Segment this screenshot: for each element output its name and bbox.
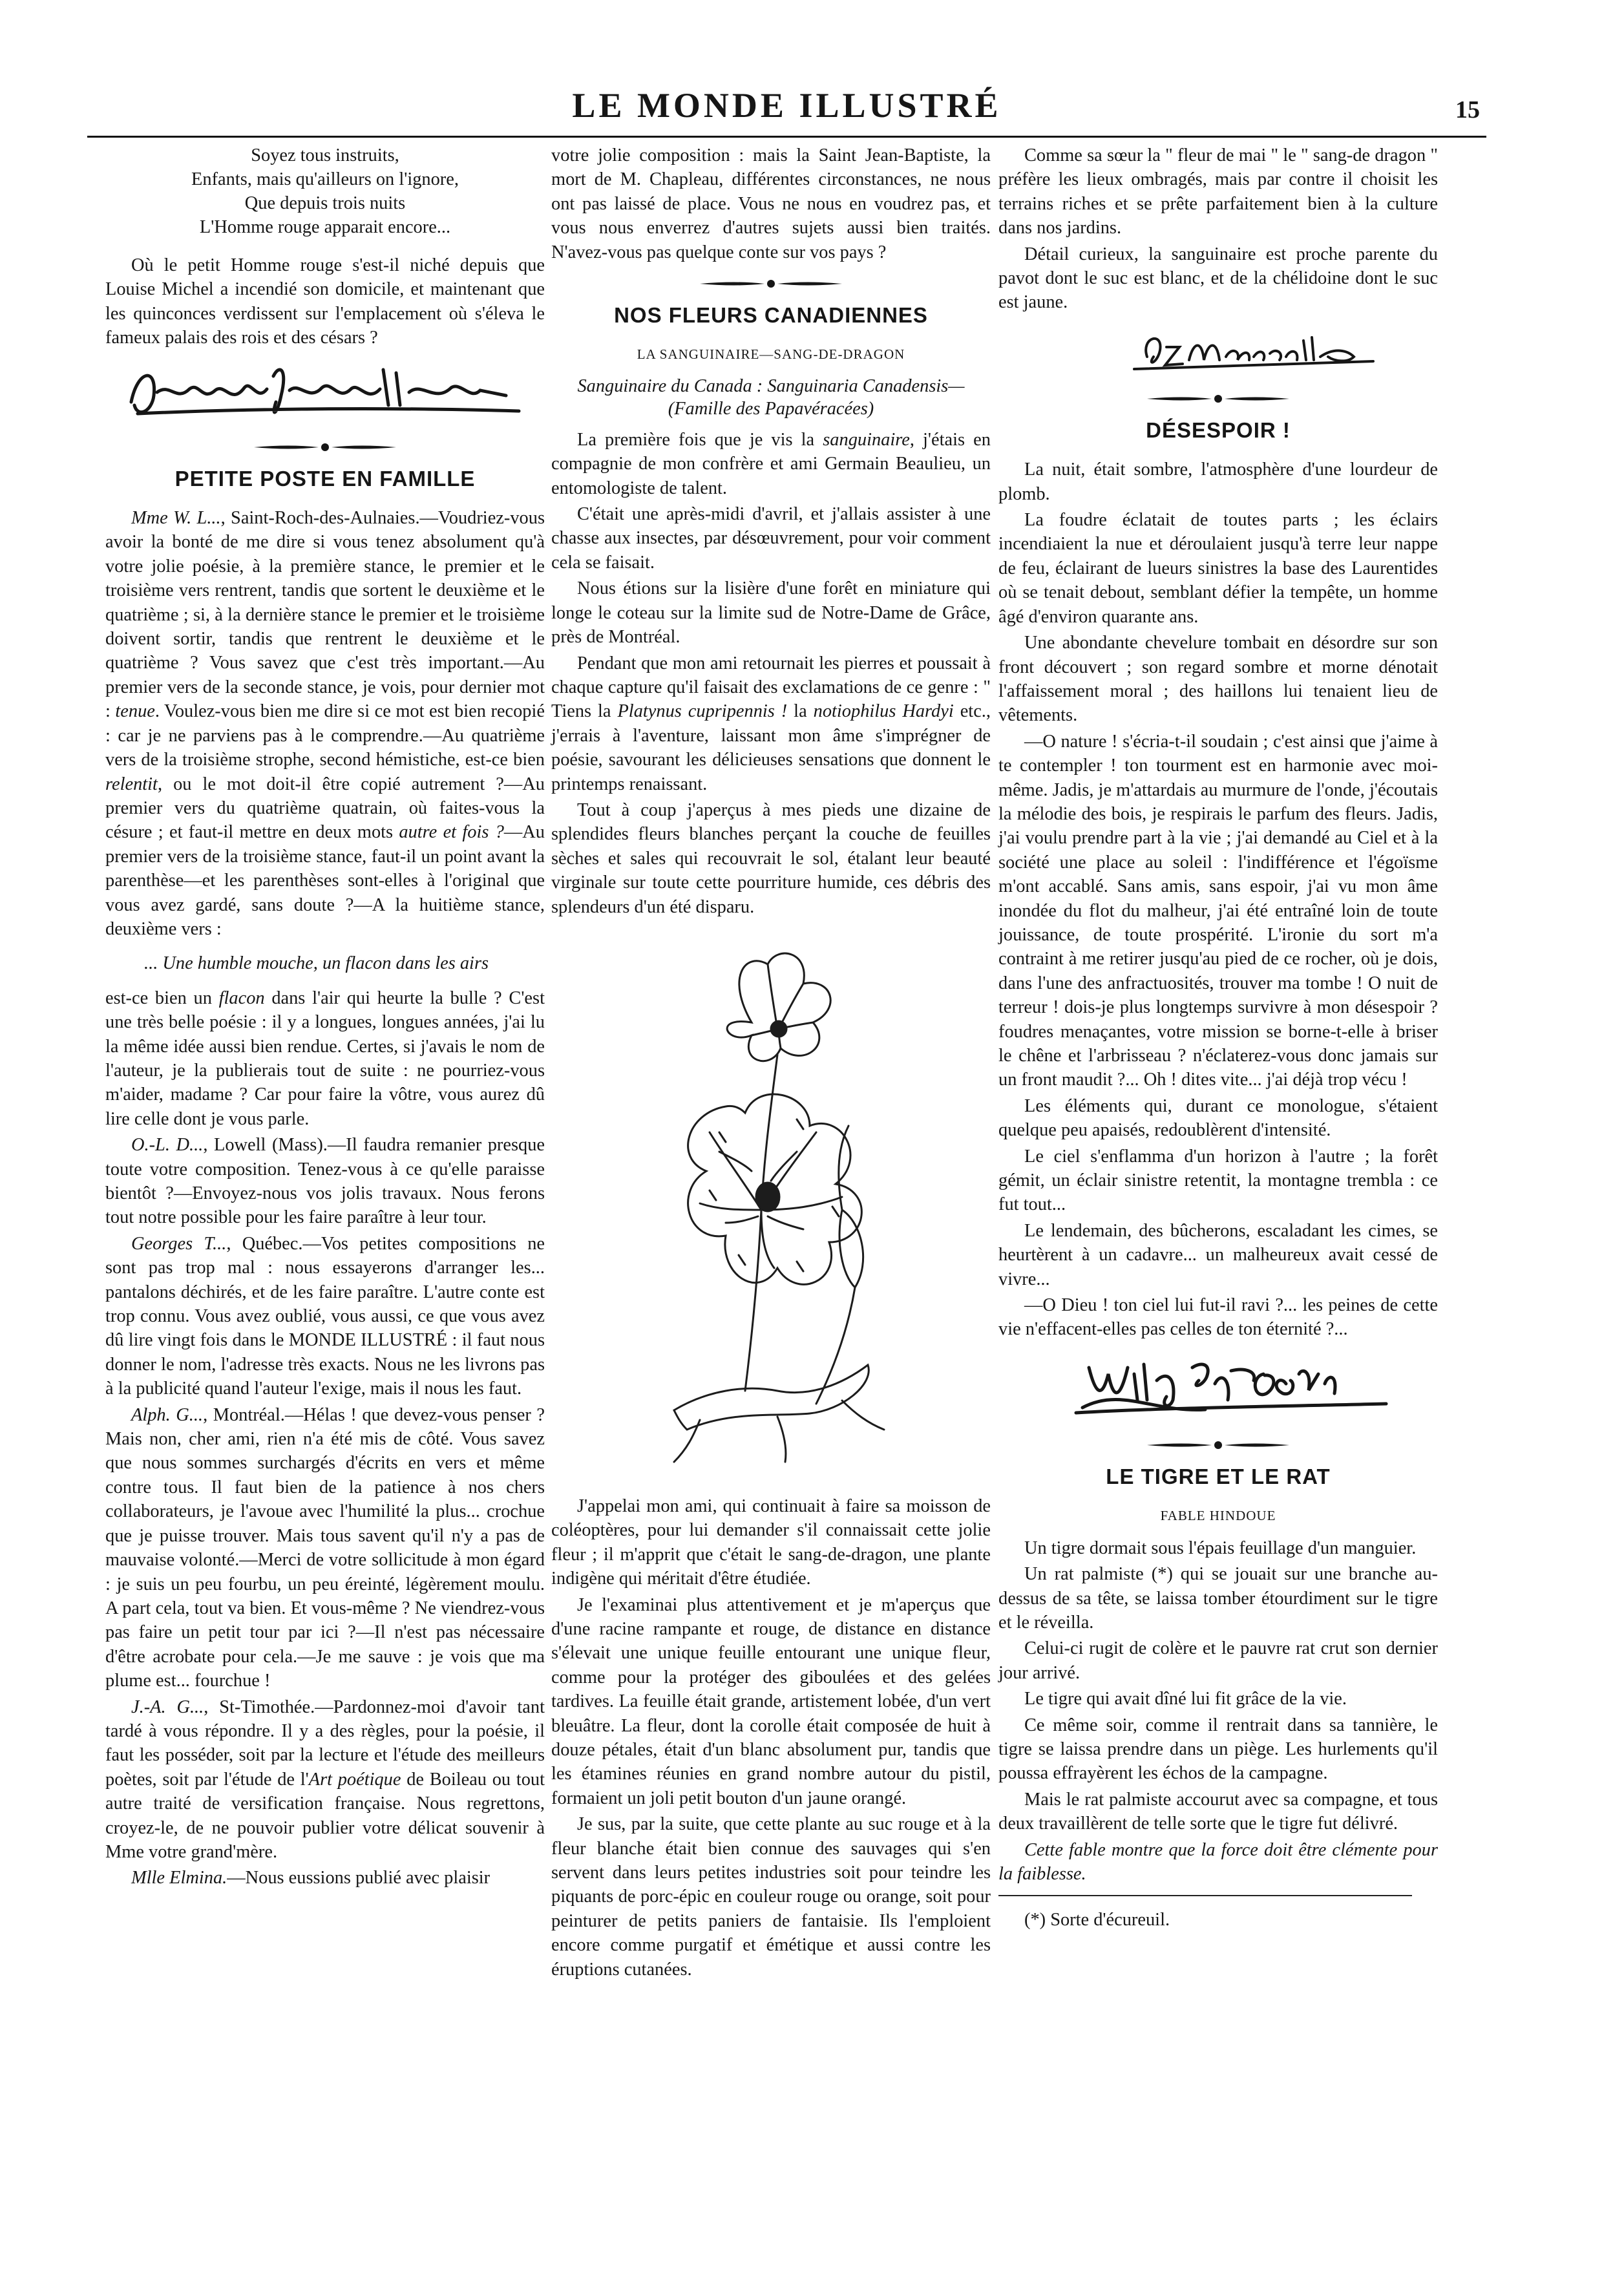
page-number: 15 <box>1455 96 1480 123</box>
article-subtitle: Sanguinaire du Canada : Sanguinaria Canadensis— (Famille des Papavéracées) <box>577 375 965 419</box>
paragraph-georges: Georges T..., Québec.—Vos petites compositions ne sont pas trop mal : nous essayerons d'arranger les... pantalons déchirés, et de les faire paraître. L'autre conte est trop connu. Vous avez oublié, vous aussi, ce que vous avez dû lire vingt fois dans le MONDE ILLUSTRÉ : il faut nous donner le nom, l'adresse très exacts. Nous ne les livrons pas à la publicité quand l'auteur l'exige, mais il nous les faut. <box>105 1233 545 1399</box>
paragraph-tigre-5: Ce même soir, comme il rentrait dans sa tannière, le tigre se laissa prendre dans un piège. Les hurlements qu'il poussa effrayèrent les échos de la campagne. <box>998 1715 1438 1784</box>
intro-paragraph: Où le petit Homme rouge s'est-il niché depuis que Louise Michel a incendié son domicile, et maintenant que les quinconces verdissent sur l'emplacement où s'éleva le fameux palais des rois et des césars ? <box>105 255 545 348</box>
paragraph-mme-wl: Mme W. L..., Saint-Roch-des-Aulnaies.—Voudriez-vous avoir la bonté de me dire si vous tenez absolument qu'à votre jolie poésie, à la première stance, le premier et le troisième vers rentrent, tandis que sortent le deuxième et le quatrième ; si, à la dernière stance le premier et le troisième doivent sortir, tandis que rentrent le deuxième et le quatrième ? Vous savez que c'est très important.—Au premier vers de la seconde stance, je vois, pour dernier mot : tenue. Voulez-vous bien me dire si ce mot est bien recopié : car je ne parviens pas à le comprendre.—Au quatrième vers de la troisième strophe, second hémistiche, est-ce bien relentit, ou le mot doit-il être copié autrement ?—Au premier vers du quatrième quatrain, où faites-vous la césure ; et faut-il mettre en deux mots autre et fois ?—Au premier vers de la troisième stance, faut-il un point avant la parenthèse—et les parenthèses sont-elles à l'original que vous avez gardé, sans doute ?—A la huitième stance, deuxième vers : <box>105 508 545 939</box>
paragraph-sanguinaire-8: Je sus, par la suite, que cette plante au suc rouge et à la fleur blanche était bien connue des sauvages qui s'en servent dans leurs petites industries soit pour teindre les piquants de porc-épic en couleur rouge ou orange, soit pour peinturer de petits paniers de fantaisie. Ils l'emploient encore comme purgatif et émétique et aussi contre les éruptions cutanées. <box>551 1814 991 1980</box>
paragraph-desespoir-8: —O Dieu ! ton ciel lui fut-il ravi ?... les peines de cette vie n'effacent-elles pas celles de ton éternité ?... <box>998 1295 1438 1340</box>
verse-line: L'Homme rouge apparait encore... <box>199 217 451 237</box>
paragraph-desespoir-6: Le ciel s'enflamma d'un horizon à l'autre ; la forêt gémit, un éclair sinistre retentit, la montagne trembla : ce fut tout... <box>998 1146 1438 1215</box>
paragraph-desespoir-4: —O nature ! s'écria-t-il soudain ; c'est ainsi que j'aime à te contempler ! ton tourment est en harmonie avec moi-même. Jadis, je m'attardais au murmure de l'onde, j'écoutais la mélodie des bois, je respirais le parfum des fleurs. Jadis, j'ai voulu prendre part à la vie ; j'ai demandé au Ciel et à la société une place au soleil : l'indifférence et l'égoïsme m'ont accablé. Sans amis, sans espoir, j'ai vu mon âme inondée du flot du malheur, j'ai été entraîné loin de toute jouissance, de toute prospérité. L'ironie du sort m'a contraint à me retirer jusqu'au pied de ce rocher, où je dois, dans l'une des anfractuosités, trouver ma tombe ! O nuit de terreur ! dois-je plus longtemps survivre à mon désespoir ? foudres menaçantes, votre mission se borne-t-elle à briser le chêne et l'arbrisseau ? n'éclaterez-vous donc jamais sur un front maudit ?... Oh ! dites vite... j'ai déjà trop vécu ! <box>998 731 1438 1090</box>
masthead-title: LE MONDE ILLUSTRÉ <box>572 86 1002 125</box>
section-ornament <box>1147 394 1289 404</box>
verse-line: Enfants, mais qu'ailleurs on l'ignore, <box>191 169 459 189</box>
section-ornament <box>254 442 396 452</box>
paragraph-tigre-1: Un tigre dormait sous l'épais feuillage d'un manguier. <box>1024 1538 1417 1558</box>
column-3 <box>998 143 1438 1934</box>
paragraph-tigre-3: Celui-ci rugit de colère et le pauvre rat crut son dernier jour arrivé. <box>998 1638 1438 1683</box>
paragraph-flacon: est-ce bien un flacon dans l'air qui heurte la bulle ? C'est une très belle poésie : il y a longues, longues années, j'ai lu la même idée aussi bien rendue. Certes, si j'avais le nom de l'auteur, je la publierais tout de suite : ne pourriez-vous m'aider, madame ? Car pour faire la vôtre, vous aurez dû lire celle dont je vous parle. <box>105 988 545 1129</box>
bloodroot-illustration <box>648 938 894 1468</box>
heading-tigre-rat: LE TIGRE ET LE RAT <box>1106 1464 1331 1488</box>
verse-line: Que depuis trois nuits <box>244 193 406 213</box>
paragraph-sanguinaire-2: C'était une après-midi d'avril, et j'allais assister à une chasse aux insectes, par désœuvrement, pour voir comment cela se faisait. <box>551 504 991 573</box>
paragraph-desespoir-1: La nuit, était sombre, l'atmosphère d'une lourdeur de plomb. <box>998 460 1438 504</box>
section-ornament <box>1147 1440 1289 1450</box>
paragraph-sanguinaire-4: Pendant que mon ami retournait les pierres et poussait à chaque capture qu'il faisait des exclamations de ce genre : " Tiens la Platynus cupripennis ! la notiophilus Hardyi etc., j'errais à l'aventure, laissant mon âme s'imprégner de poésie, savourant les délicieuses sensations que donnent le printemps renaissant. <box>551 653 991 794</box>
paragraph-sanguinaire-5: Tout à coup j'aperçus à mes pieds une dizaine de splendides fleurs blanches perçant la couche de feuilles sèches et sales qui recouvrait le sol, étalant leur beauté virginale sur toute cette pourriture humide, ces débris des splendeurs d'un été disparu. <box>551 799 991 917</box>
paragraph-tigre-2: Un rat palmiste (*) qui se jouait sur une branche au-dessus de sa tête, se laissa tomber étourdiment sur le tigre et le réveilla. <box>998 1564 1438 1633</box>
paragraph-sang-dragon-2: Détail curieux, la sanguinaire est proche parente du pavot dont le suc est blanc, et de la chélidoine dont le suc est jaune. <box>998 244 1438 313</box>
heading-desespoir: DÉSESPOIR ! <box>1146 418 1291 442</box>
paragraph-desespoir-2: La foudre éclatait de toutes parts ; les éclairs incendiaient la nue et déroulaient jusqu'à terre leur nappe de feu, éclairant de lueurs sinistres la base des Laurentides où se tenait debout, semblant défier la tempête, un homme âgé d'environ quarante ans. <box>998 510 1438 627</box>
paragraph-sanguinaire-3: Nous étions sur la lisière d'une forêt en miniature qui longe le coteau sur la limite sud de Notre-Dame de Grâce, près de Montréal. <box>551 578 991 648</box>
heading-petite-poste: PETITE POSTE EN FAMILLE <box>174 466 476 491</box>
section-ornament <box>700 279 842 289</box>
paragraph-sanguinaire-6: J'appelai mon ami, qui continuait à faire sa moisson de coléoptères, pour lui demander s'il connaissait cette jolie fleur ; il m'apprit que c'était le sang-de-dragon, une plante indigène qui méritait d'être étudiée. <box>551 1496 991 1589</box>
verse-stanza <box>105 143 545 239</box>
paragraph-old: O.-L. D..., Lowell (Mass).—Il faudra remanier presque toute votre composition. Tenez-vous à ce qu'elle paraisse bientôt ?—Envoyez-nous vos jolis travaux. Nous ferons tout notre possible pour les faire paraître à leur tour. <box>105 1135 545 1228</box>
paragraph-sanguinaire-1: La première fois que je vis la sanguinaire, j'étais en compagnie de mon confrère et ami Germain Beaulieu, un entomologiste de talent. <box>551 429 991 498</box>
column-1 <box>105 143 545 1892</box>
fable-kicker: FABLE HINDOUE <box>1160 1508 1276 1524</box>
paragraph-ja: J.-A. G..., St-Timothée.—Pardonnez-moi d'avoir tant tardé à vous répondre. Il y a des règles, pour la poésie, il faut les posséder, soit par la lecture et l'étude des meilleurs poètes, soit par l'étude de l'Art poétique de Boileau ou tout autre traité de versification française. Nous regrettons, croyez-le, de ne pouvoir publier votre délicat souvenir à Mme votre grand'mère. <box>105 1697 545 1862</box>
quoted-verse: ... Une humble mouche, un flacon dans les airs <box>144 953 489 974</box>
footnote-rule <box>998 1895 1412 1896</box>
paragraph-tigre-4: Le tigre qui avait dîné lui fit grâce de la vie. <box>1024 1689 1347 1709</box>
paragraph-sang-dragon-1: Comme sa sœur la " fleur de mai " le " sang-de dragon " préfère les lieux ombragés, mais par contre il choisit les terrains riches et se prête parfaitement bien à la culture dans nos jardins. <box>998 145 1438 238</box>
paragraph-sanguinaire-7: Je l'examinai plus attentivement et je m'aperçus que d'une racine rampante et rouge, de distance en distance s'élevait une unique feuille entourant une unique fleur, comme pour la protéger des giboulées et des gelées tardives. La feuille était grande, artistement lobée, d'un vert bleuâtre. La fleur, dont la corolle était composée de huit à douze pétales, était d'un blanc absolument pur, tandis que les étamines réunies en grand nombre autour du pistil, formaient un joli petit bouton d'un jaune orangé. <box>551 1594 991 1808</box>
signature-massicotte <box>1050 321 1386 379</box>
correspondent-name: Mme W. L... <box>131 508 221 529</box>
article-kicker: LA SANGUINAIRE—SANG-DE-DRAGON <box>637 346 905 363</box>
paragraph-tigre-6: Mais le rat palmiste accourut avec sa compagne, et tous deux travaillèrent de telle sorte que le tigre fut délivré. <box>998 1789 1438 1834</box>
footnote: (*) Sorte d'écureuil. <box>1024 1910 1170 1930</box>
verse-line: Soyez tous instruits, <box>251 145 399 165</box>
signature-rogat <box>1037 1348 1399 1426</box>
paragraph-alph: Alph. G..., Montréal.—Hélas ! que devez-vous penser ? Mais non, cher ami, rien n'a été mis de côté. Vous savez que nous sommes surchargés d'écrits en vers et même contre tous. Il faut bien de la patience à nos chers collaborateurs, je l'avoue avec l'humilité la plus... crochue que je puisse trouver. Mais tous savent qu'il n'y a pas de mauvaise volonté.—Merci de votre sollicitude à mon égard : je suis un peu fourbu, un peu éreinté, légèrement moulu. A part cela, tout va bien. Et vous-même ? Ne viendrez-vous pas faire un petit tour par ici ?—Il n'est pas nécessaire d'être acrobate pour cela.—Je me sauve : je vois que ma plume est... fourchue ! <box>105 1404 545 1691</box>
signature-frechette <box>118 357 532 428</box>
page-header <box>87 85 1486 138</box>
paragraph-desespoir-3: Une abondante chevelure tombait en désordre sur son front découvert ; son regard sombre et morne dénotait l'affaissement moral ; des haillons lui tenaient lieu de vêtements. <box>998 633 1438 726</box>
fable-moral: Cette fable montre que la force doit être clémente pour la faiblesse. <box>998 1839 1438 1884</box>
paragraph-desespoir-7: Le lendemain, des bûcherons, escaladant les cimes, se heurtèrent à un cadavre... un malheureux avait cessé de vivre... <box>998 1220 1438 1289</box>
column-2 <box>551 143 991 1983</box>
paragraph-elmina: Mlle Elmina.—Nous eussions publié avec plaisir <box>131 1868 490 1888</box>
paragraph-continued: votre jolie composition : mais la Saint Jean-Baptiste, la mort de M. Chapleau, différentes circonstances, ne nous ont pas laissé de place. Vous ne nous en voudrez pas, et vous nous enverrez d'autres sujets aussi bien traités. N'avez-vous pas quelque conte sur vos pays ? <box>551 145 991 262</box>
heading-fleurs-canadiennes: NOS FLEURS CANADIENNES <box>614 303 928 328</box>
paragraph-desespoir-5: Les éléments qui, durant ce monologue, s'étaient quelque peu apaisés, redoublèrent d'intensité. <box>998 1095 1438 1141</box>
